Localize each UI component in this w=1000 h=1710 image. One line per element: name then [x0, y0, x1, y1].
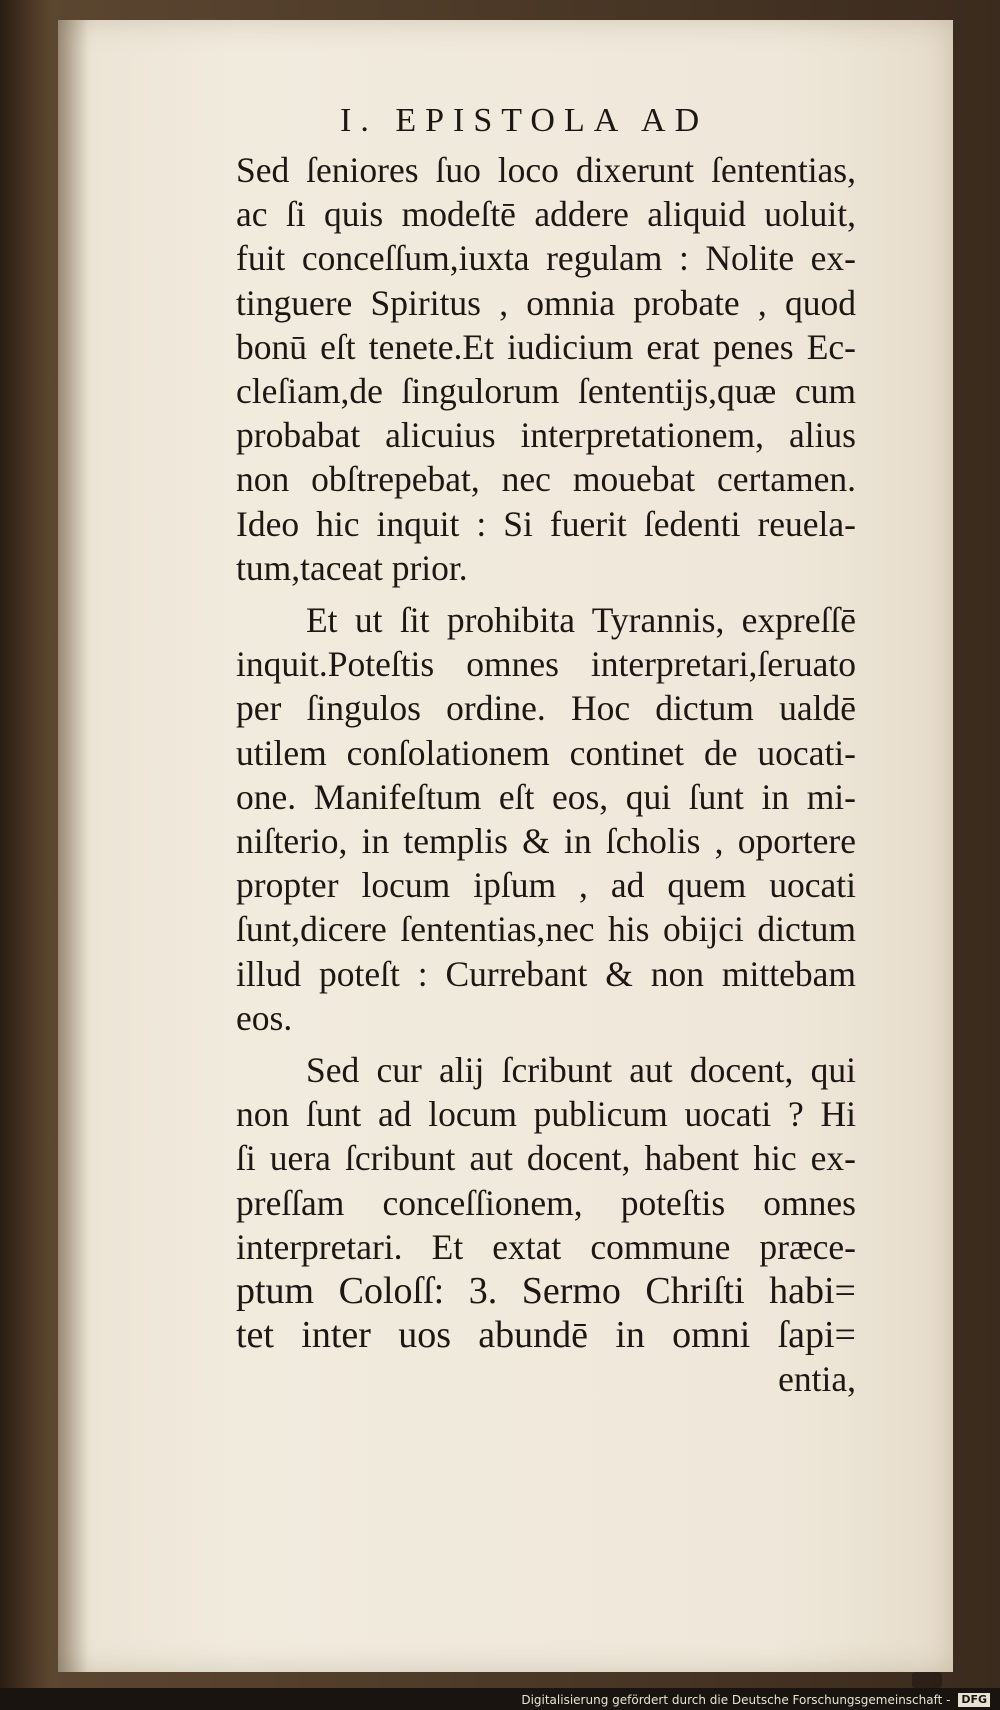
text-line: tinguere Spiritus , omnia probate , quod [236, 282, 856, 323]
text-line: niſterio, in templis & in ſcholis , oportere [236, 821, 856, 862]
text-line: probabat alicuius interpretationem, alius [236, 415, 856, 456]
running-head: I. EPISTOLA AD [340, 102, 709, 139]
credit-text: Digitalisierung gefördert durch die Deutsche Forschungsgemeinschaft - [521, 1692, 951, 1707]
text-line: cleſiam,de ſingulorum ſententijs,quæ cum [236, 371, 856, 412]
text-line: Sed ſeniores ſuo loco dixerunt ſententias, [236, 150, 856, 190]
text-line: interpretari. Et extat commune præce- [236, 1226, 856, 1267]
dfg-logo: DFG [958, 1693, 990, 1707]
paragraph-2 [236, 598, 856, 1040]
text-line: fuit conceſſum,iuxta regulam : Nolite ex- [236, 238, 856, 279]
text-line: eos. [236, 997, 293, 1038]
text-line: non obſtrepebat, nec mouebat certamen. [236, 459, 856, 500]
text-line: ptum Coloſſ: 3. Sermo Chriſti habi= [236, 1270, 856, 1313]
text-line: ſi uera ſcribunt aut docent, habent hic ex- [236, 1138, 856, 1179]
text-line: Sed cur alij ſcribunt aut docent, qui [306, 1050, 856, 1091]
footer-bar [0, 1688, 1000, 1710]
page-corner-mark [912, 1672, 942, 1688]
text-line: utilem conſolationem continet de uocati- [236, 732, 856, 773]
text-line: illud poteſt : Currebant & non mittebam [236, 953, 856, 994]
text-line: bonū eſt tenete.Et iudicium erat penes Ec- [236, 326, 856, 367]
paragraph-1 [236, 148, 856, 590]
text-line: non ſunt ad locum publicum uocati ? Hi [236, 1094, 856, 1135]
text-line: Et ut ſit prohibita Tyrannis, expreſſē [306, 600, 856, 641]
catchword: entia, [778, 1359, 856, 1400]
text-line: ſunt,dicere ſententias,nec his obijci dictum [236, 909, 856, 950]
text-line: propter locum ipſum , ad quem uocati [236, 865, 856, 906]
digitization-credit [521, 1693, 990, 1708]
text-line: Ideo hic inquit : Si fuerit ſedenti reuela- [236, 503, 856, 544]
text-line: inquit.Poteſtis omnes interpretari,ſeruato [236, 644, 856, 685]
text-line: ac ſi quis modeſtē addere aliquid uoluit, [236, 194, 856, 235]
paragraph-3 [236, 1048, 856, 1357]
text-line: tum,taceat prior. [236, 547, 468, 588]
spine-shadow [58, 20, 88, 1672]
text-line: one. Manifeſtum eſt eos, qui ſunt in mi- [236, 776, 856, 817]
text-block [236, 148, 856, 1402]
text-line: per ſingulos ordine. Hoc dictum ualdē [236, 688, 856, 729]
text-line: tet inter uos abundē in omni ſapi= [236, 1314, 856, 1357]
text-line: preſſam conceſſionem, poteſtis omnes [236, 1182, 856, 1223]
